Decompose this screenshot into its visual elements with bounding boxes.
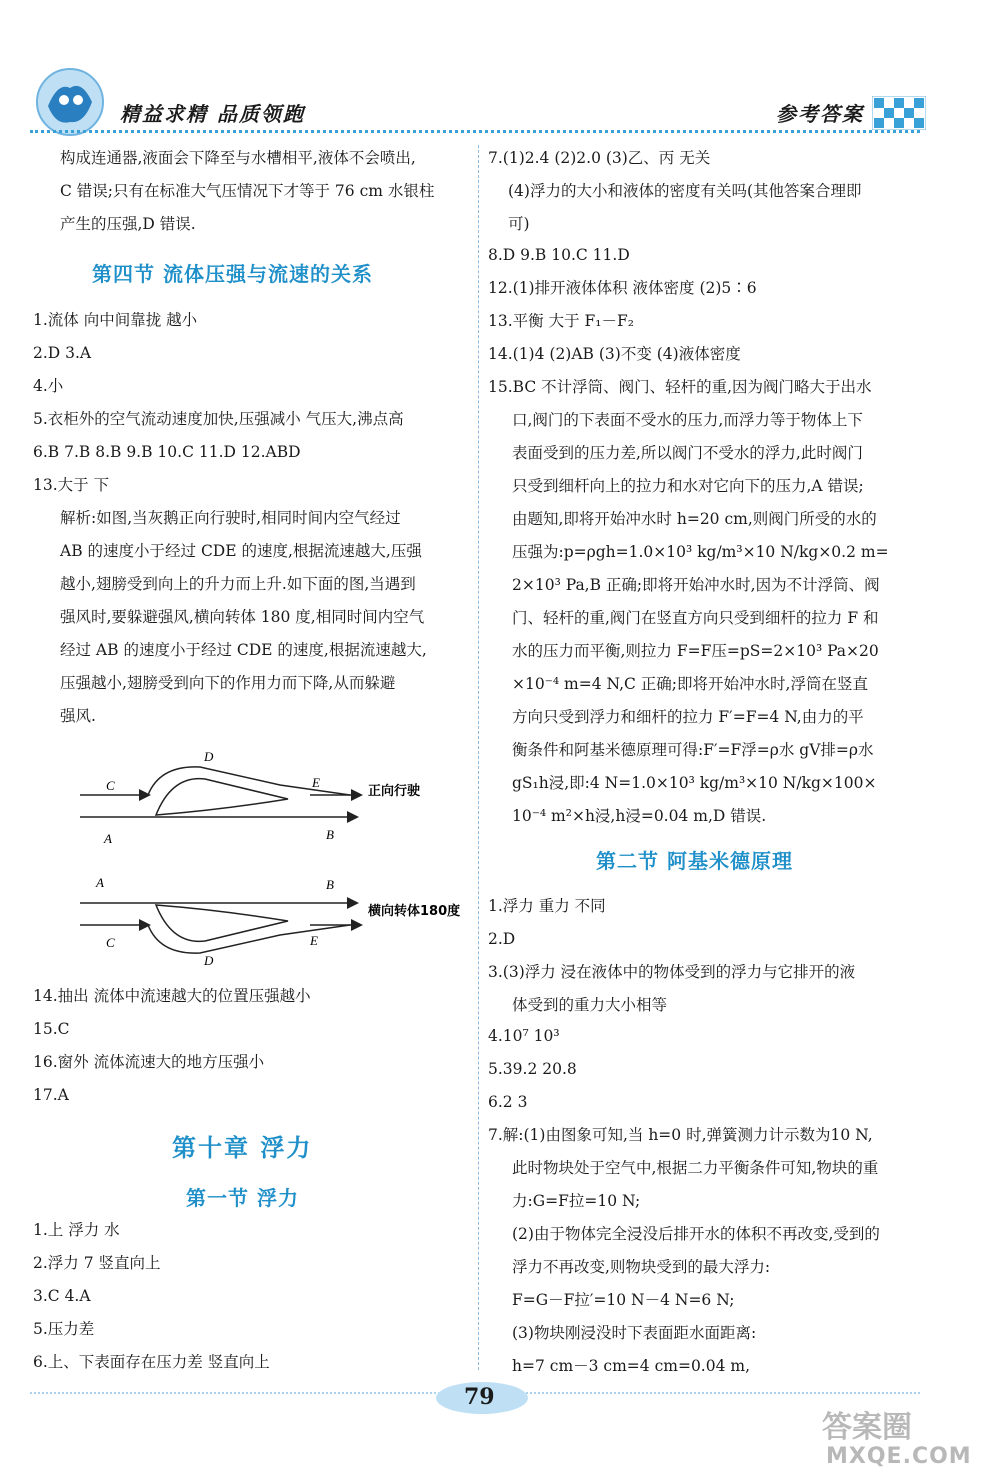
answer-line: 4.小 xyxy=(33,377,64,395)
answer-line: 1.浮力 重力 不同 xyxy=(488,897,606,915)
label-e-top: E xyxy=(312,775,320,790)
answer-line: ×10⁻⁴ m=4 N,C 正确;即将开始冲水时,浮筒在竖直 xyxy=(512,675,868,693)
answer-line: 门、轻杆的重,阀门在竖直方向只受到细杆的拉力 F 和 xyxy=(512,609,879,627)
answer-line: 15.C xyxy=(33,1020,70,1038)
label-c-bottom: C xyxy=(106,935,115,950)
caption-forward: 正向行驶 xyxy=(368,784,421,799)
caption-rotated: 横向转体180度 xyxy=(368,904,461,919)
answer-line: 12.(1)排开液体体积 液体密度 (2)5∶6 xyxy=(488,279,757,297)
answer-line: 解析:如图,当灰鹅正向行驶时,相同时间内空气经过 xyxy=(60,509,401,527)
answer-line: 体受到的重力大小相等 xyxy=(512,996,668,1014)
answer-line: 7.解:(1)由图象可知,当 h=0 时,弹簧测力计示数为10 N, xyxy=(488,1126,873,1144)
answer-line: 7.(1)2.4 (2)2.0 (3)乙、丙 无关 xyxy=(488,149,711,167)
answer-line: 4.10⁷ 10³ xyxy=(488,1027,560,1045)
answer-line: 构成连通器,液面会下降至与水槽相平,液体不会喷出, xyxy=(60,149,416,167)
answer-line: 方向只受到浮力和细杆的拉力 F′=F=4 N,由力的平 xyxy=(512,708,864,726)
airflow-diagram xyxy=(60,735,480,980)
answer-line: 6.上、下表面存在压力差 竖直向上 xyxy=(33,1353,270,1371)
answer-line: 衡条件和阿基米德原理可得:F′=F浮=ρ水 gV排=ρ水 xyxy=(512,741,874,759)
answer-line: 水的压力而平衡,则拉力 F=F压=pS=2×10³ Pa×20 xyxy=(512,642,879,660)
section-title: 第一节 浮力 xyxy=(186,1186,299,1210)
chapter-title: 第十章 浮力 xyxy=(172,1133,313,1162)
label-c-top: C xyxy=(106,778,115,793)
answer-line: 14.抽出 流体中流速越大的位置压强越小 xyxy=(33,987,311,1005)
answer-line: F=G－F拉′=10 N－4 N=6 N; xyxy=(512,1291,735,1309)
section-title: 第二节 阿基米德原理 xyxy=(596,849,793,873)
answer-line: 1.流体 向中间靠拢 越小 xyxy=(33,311,198,329)
label-a-top: A xyxy=(104,831,112,846)
header-section-label: 参考答案 xyxy=(776,102,864,126)
answer-line: 2×10³ Pa,B 正确;即将开始冲水时,因为不计浮筒、阀 xyxy=(512,576,880,594)
label-d-bottom: D xyxy=(204,953,214,968)
label-b-bottom: B xyxy=(326,877,334,892)
answer-line: h=7 cm－3 cm=4 cm=0.04 m, xyxy=(512,1357,751,1375)
answer-line: 16.窗外 流体流速大的地方压强小 xyxy=(33,1053,265,1071)
answer-line: 浮力不再改变,则物块受到的最大浮力: xyxy=(512,1258,771,1276)
answer-line: 此时物块处于空气中,根据二力平衡条件可知,物块的重 xyxy=(512,1159,879,1177)
header-checker-icon xyxy=(872,96,926,130)
answer-line: 8.D 9.B 10.C 11.D xyxy=(488,246,630,264)
answer-line: 强风. xyxy=(60,707,96,725)
label-a-bottom: A xyxy=(96,875,104,890)
answer-line: 14.(1)4 (2)AB (3)不变 (4)液体密度 xyxy=(488,345,741,363)
answer-line: 15.BC 不计浮筒、阀门、轻杆的重,因为阀门略大于出水 xyxy=(488,378,872,396)
answer-line: C 错误;只有在标准大气压情况下才等于 76 cm 水银柱 xyxy=(60,182,435,200)
answer-line: (4)浮力的大小和液体的密度有关吗(其他答案合理即 xyxy=(508,182,862,200)
answer-line: 压强为:p=ρgh=1.0×10³ kg/m³×10 N/kg×0.2 m= xyxy=(512,543,889,561)
answer-line: 10⁻⁴ m²×h浸,h浸=0.04 m,D 错误. xyxy=(512,807,767,825)
answer-line: 只受到细杆向上的拉力和水对它向下的压力,A 错误; xyxy=(512,477,864,495)
answer-line: 由题知,即将开始冲水时 h=20 cm,则阀门所受的水的 xyxy=(512,510,877,528)
answer-line: 口,阀门的下表面不受水的压力,而浮力等于物体上下 xyxy=(512,411,863,429)
answer-line: AB 的速度小于经过 CDE 的速度,根据流速越大,压强 xyxy=(60,542,422,560)
answer-line: 经过 AB 的速度小于经过 CDE 的速度,根据流速越大, xyxy=(60,641,427,659)
answer-line: 强风时,要躲避强风,横向转体 180 度,相同时间内空气 xyxy=(60,608,425,626)
answer-line: 2.D 3.A xyxy=(33,344,92,362)
watermark-cn: 答案圈 xyxy=(822,1410,912,1445)
answer-line: 5.压力差 xyxy=(33,1320,95,1338)
answer-line: 6.B 7.B 8.B 9.B 10.C 11.D 12.ABD xyxy=(33,443,301,461)
answer-line: 17.A xyxy=(33,1086,69,1104)
answer-line: 2.D xyxy=(488,930,516,948)
answer-line: 5.39.2 20.8 xyxy=(488,1060,577,1078)
section-title: 第四节 流体压强与流速的关系 xyxy=(92,262,373,286)
answer-line: 力:G=F拉=10 N; xyxy=(512,1192,641,1210)
answer-line: 可) xyxy=(508,215,530,233)
answer-line: gS₁h浸,即:4 N=1.0×10³ kg/m³×10 N/kg×100× xyxy=(512,774,877,792)
answer-line: 13.平衡 大于 F₁－F₂ xyxy=(488,312,634,330)
answer-line: 13.大于 下 xyxy=(33,476,110,494)
answer-line: (3)物块刚浸没时下表面距水面距离: xyxy=(512,1324,757,1342)
label-e-bottom: E xyxy=(310,933,318,948)
diagram-rotated xyxy=(80,875,460,968)
label-d-top: D xyxy=(204,749,214,764)
publisher-logo-icon xyxy=(34,66,106,138)
answer-line: 3.C 4.A xyxy=(33,1287,91,1305)
header-slogan: 精益求精 品质领跑 xyxy=(120,102,305,126)
answer-line: 6.2 3 xyxy=(488,1093,528,1111)
answer-line: 2.浮力 7 竖直向上 xyxy=(33,1254,161,1272)
answer-line: 越小,翅膀受到向上的升力而上升.如下面的图,当遇到 xyxy=(60,575,416,593)
watermark-url: MXQE.COM xyxy=(826,1444,972,1469)
answer-line: 5.衣柜外的空气流动速度加快,压强减小 气压大,沸点高 xyxy=(33,410,404,428)
label-b-top: B xyxy=(326,827,334,842)
answer-line: 1.上 浮力 水 xyxy=(33,1221,120,1239)
answer-line: 3.(3)浮力 浸在液体中的物体受到的浮力与它排开的液 xyxy=(488,963,856,981)
answer-line: (2)由于物体完全浸没后排开水的体积不再改变,受到的 xyxy=(512,1225,880,1243)
header-rule xyxy=(30,130,920,133)
answer-line: 压强越小,翅膀受到向下的作用力而下降,从而躲避 xyxy=(60,674,396,692)
page-number: 79 xyxy=(464,1384,495,1410)
diagram-forward xyxy=(80,749,420,846)
answer-line: 表面受到的压力差,所以阀门不受水的浮力,此时阀门 xyxy=(512,444,863,462)
answer-line: 产生的压强,D 错误. xyxy=(60,215,196,233)
